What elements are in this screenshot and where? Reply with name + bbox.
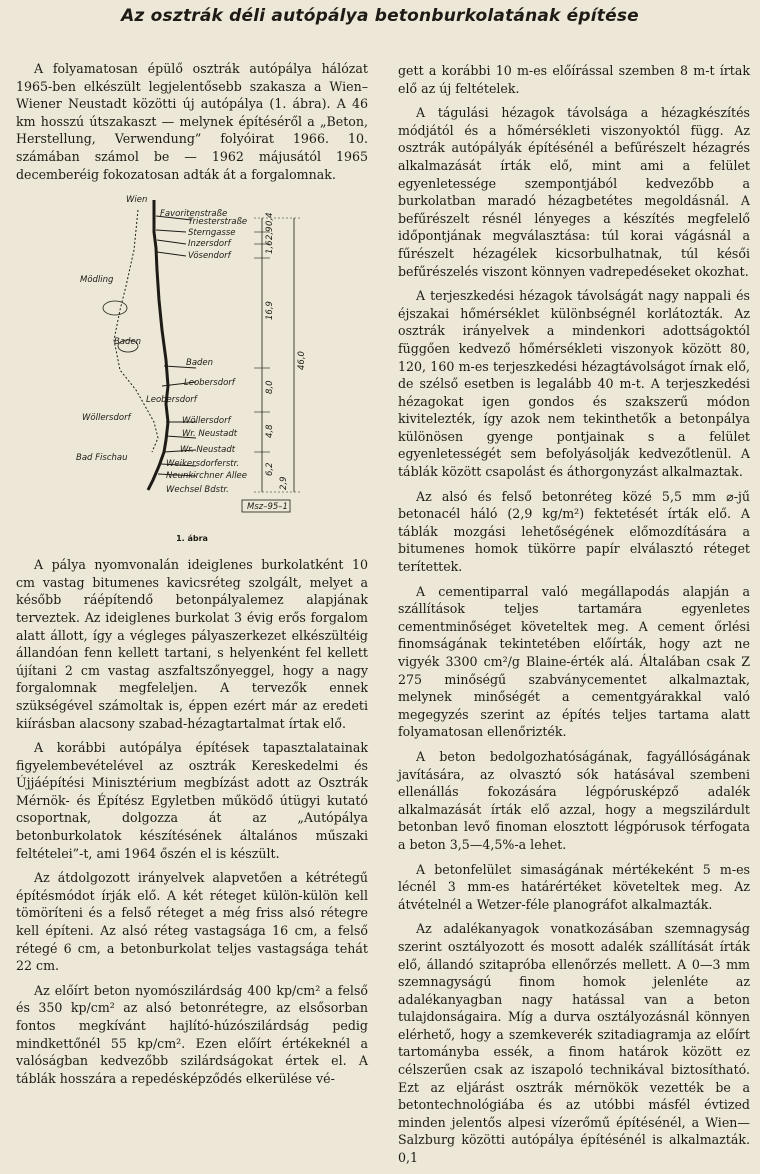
route-map-figure	[16, 190, 368, 548]
map-label: Wöllersdorf	[182, 416, 231, 427]
motorway-route	[148, 200, 168, 490]
paragraph: A cementiparral való megállapodás alapján a szállítások teljes tartamára egyenletes cementminőséget követeltek meg. A cement őrlési finomságának tekintetében előírták, hogy azt ne vigyék 3300 cm²/g Blaine-érték alá. Általában csak Z 275 minőségű szabványcementet alkalmaztak, melynek minőségét a cementgyárakkal való megegyzés szerint az építés teljes tartama alatt folyamatosan ellenőrizték.	[398, 583, 750, 740]
right-column	[398, 62, 750, 1174]
paragraph: gett a korábbi 10 m-es előírással szemben 8 m-t írtak elő az új feltételek.	[398, 63, 750, 96]
paragraph: A beton bedolgozhatóságának, fagyállóságának javítására, az olvasztó sók hatásával szembeni ellenállás fokozására légpórusképző adalék alkalmazását írták elő azzal, hogy a megszilárdult betonban levő finoman elosztott légpórusok térfogata a beton 3,5—4,5%-a lehet.	[398, 748, 750, 852]
paragraph: Az alsó és felső betonréteg közé 5,5 mm ⌀-jű betonacél háló (2,9 kg/m²) fektetését írták elő. A táblák mozgási lehetőségének előmozdítására a bitumenes homok tükörre papír elválasztó réteget terítettek.	[398, 488, 750, 575]
map-label: Mödling	[80, 275, 114, 286]
map-label: Baden	[114, 337, 142, 348]
map-label: Favoritenstraße	[160, 209, 228, 220]
figure-caption: 1. ábra	[176, 534, 208, 544]
distance-label: 2,9	[265, 226, 275, 241]
paragraph: A betonfelület simaságának mértékeként 5 m-es lécnél 3 mm-es határértéket követeltek meg. Az átvételnél a Wetzer-féle planográfot alkalmazták.	[398, 861, 750, 912]
map-label: Wechsel Bdstr.	[166, 485, 229, 496]
total-distance-label: 46,0	[297, 351, 307, 371]
paragraph: A korábbi autópálya építések tapasztalatainak figyelembevételével az osztrák Kereskedelmi és Újjáépítési Minisztérium megbízást adott az Osztrák Mérnök- és Építész Egyletben működő útügyi kutató csoportnak, dolgozza át az „Autópálya betonburkolatok készítésének általános műszaki feltételei”-t, ami 1964 őszén el is készült.	[16, 740, 368, 861]
map-label: Baden	[186, 358, 214, 369]
map-label: Wr. Neustadt	[180, 445, 236, 456]
paragraph: Az előírt beton nyomószilárdság 400 kp/cm² a felső és 350 kp/cm² az alsó betonrétegre, az elsősorban fontos megkívánt hajlító-húzószilárdság pedig mindkettőnél 55 kp/cm². Ezen előírt értékeknél a valóságban kedvezőbb szilárdságokat értek el. A táblák hosszára a repedésképződés elkerülése vé-	[16, 982, 368, 1086]
paragraph: A pálya nyomvonalán ideiglenes burkolatként 10 cm vastag bitumenes kavicsréteg szolgált, melyet a később ráépítendő betonpályalemez alapjának terveztek. Az ideiglenes burkolat 3 évig erős forgalom alatt állott, így a végleges pályaszerkezet elkészültéig állandóan fenn kellett tartani, s helyenként fel kellett újítani 2 cm vastag aszfaltszőnyeggel, hogy a nagy forgalomnak megfeleljen. A tervezők ennek szükségével számoltak is, éppen ezért már az eredeti kiírásban alacsony szabad-hézagtartalmat írtak elő.	[16, 557, 368, 731]
map-label: Bad Fischau	[76, 453, 128, 464]
figure-reference: Msz–95–1	[247, 502, 288, 513]
map-label: Leobersdorf	[184, 378, 235, 389]
map-label: Weikersdorferstr.	[166, 459, 240, 470]
route-map	[16, 190, 368, 530]
map-label: Wr. Neustadt	[182, 429, 238, 440]
paragraph: Az átdolgozott irányelvek alapvetően a kétrétegű építésmódot írják elő. A két réteget külön-külön kell tömöríteni és a felső réteget a még friss alsó rétegre kell építeni. Az alsó réteg vastagsága 16 cm, a felső rétegé 6 cm, a betonburkolat teljes vastagsága tehát 22 cm.	[16, 870, 368, 974]
distance-label: 8,0	[265, 380, 275, 395]
map-label: Vösendorf	[188, 251, 231, 262]
paragraph: A folyamatosan épülő osztrák autópálya hálózat 1965-ben elkészült legjelentősebb szakasza a Wien–Wiener Neustadt közötti új autópálya (1. ábra). A 46 km hosszú útszakaszt — melynek építéséről a „Beton, Herstellung, Verwendung” folyóirat 1966. 10. számában számol be — 1962 májusától 1965 decemberéig fokozatosan adták át a forgalomnak.	[16, 61, 368, 182]
left-column	[16, 60, 368, 1094]
map-label: Triesterstraße	[188, 217, 248, 228]
map-label: Wöllersdorf	[82, 413, 131, 424]
distance-label: 1,6	[265, 240, 275, 255]
paragraph: A terjeszkedési hézagok távolságát nagy nappali és éjszakai hőmérséklet különbségnél korlátozták. Az osztrák irányelvek a mindenkori adottságoktól függően kedvező hőmérsékleti viszonyok között 80, 120, 160 m-es terjeszkedési hézagtávolságot írnak elő, de szélső esetben is legalább 40 m-t. A terjeszkedési hézagokat igen gondos és szakszerű módon kivitelezték, így azok nem tekinthetők a betonpálya különösen gyenge pontjainak s a felület egyenletességét sem befolyásolják kedvezőtlenül. A táblák között csapolást és áthorgonyzást alkalmaztak.	[398, 288, 750, 480]
map-label: Sterngasse	[188, 228, 236, 239]
paragraph: Az adalékanyagok vonatkozásában szemnagyság szerint osztályozott és mosott adalék szállítását írták elő, állandó szitapróba ellenőrzés mellett. A 0—3 mm szemnagyságú finom homok jelenléte az adalékanyagban nagy hatással van a beton tulajdonságaira. Míg a durva osztályozásnál könnyen elérhető, hogy a szemkeverék szitadiagramja az előírt tartományba essék, a finom határok között ez célszerűen csak az iszapoló technikával biztosítható. Ezt az eljárást osztrák mérnökök vezették be a betontechnológiába és az utóbbi másfél évtized minden jelentős alpesi vízerőmű építésénél, a Wien—Salzburg közötti autópálya építésénél is alkalmazták. 0,1	[398, 921, 750, 1166]
map-label: Wien	[126, 195, 148, 206]
map-label: Neunkirchner Allee	[166, 471, 248, 482]
distance-label: 0,4	[265, 212, 275, 227]
paragraph: A tágulási hézagok távolsága a hézagkészítés módjától és a hőmérsékleti viszonyoktól függ. Az osztrák autópályák építésénél a befűrészelt hézagrés alkalmazását írták elő, mint ami a felület egyenletessége szempontjából kedvezőbb a burkolatban maradó hézagbetétes megoldásnál. A befűrészelt résnél lényeges a készítés megfelelő időpontjának megválasztása: túl korai vágásnál a fűrészelt hézagélek kicsorbulhatnak, túl késői befűrészelés viszont könnyen vadrepedéseket okozhat.	[398, 105, 750, 279]
distance-label: 16,9	[265, 301, 275, 321]
map-label: Leobersdorf	[146, 395, 197, 406]
distance-label: 4,8	[265, 424, 275, 439]
map-label: Inzersdorf	[188, 239, 231, 250]
distance-label: 6,2	[265, 462, 275, 477]
distance-label: 2,9	[279, 476, 289, 491]
article-title: Az osztrák déli autópálya betonburkolatának építése	[121, 6, 639, 26]
